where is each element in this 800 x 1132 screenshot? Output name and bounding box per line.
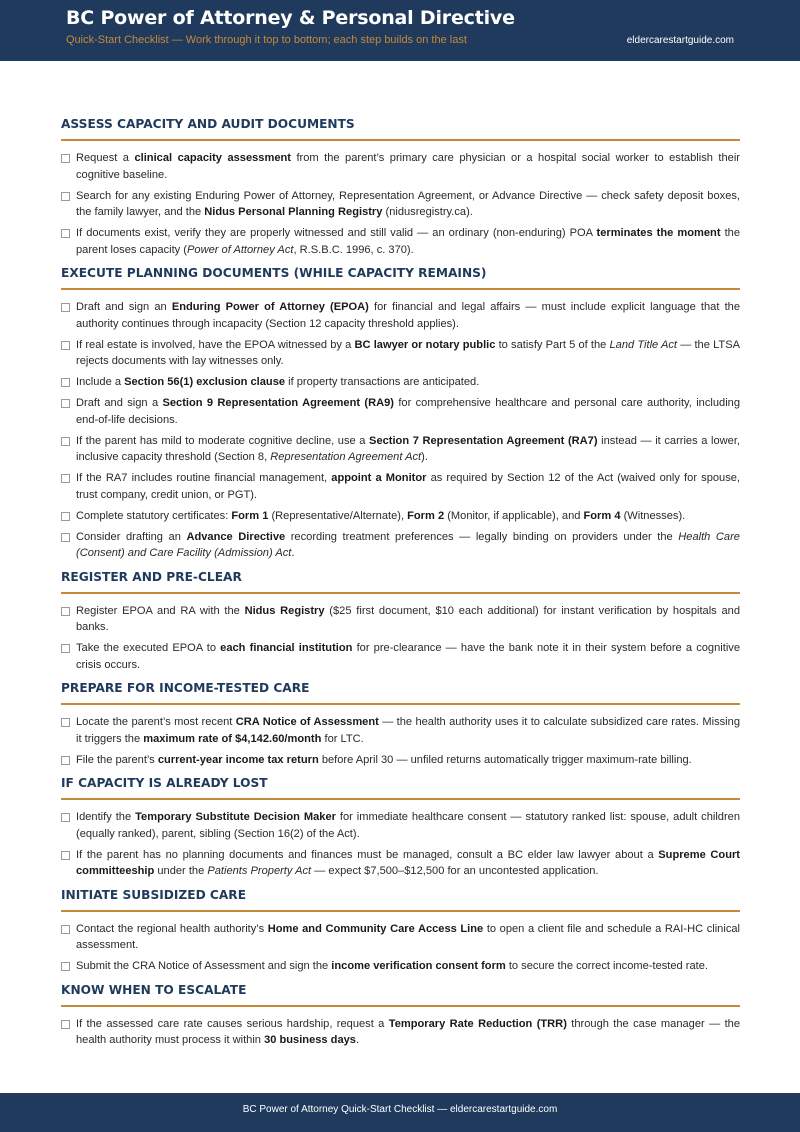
site-name: eldercarestartguide.com [626,35,734,46]
bold-text: Section 56(1) exclusion clause [124,376,286,388]
page-header [0,0,800,61]
checklist-section [61,776,740,880]
checklist-content [61,117,740,1057]
checklist-item [61,225,740,258]
checklist-item [61,188,740,221]
checklist-item [61,809,740,842]
item-text: under the [154,865,208,877]
checkbox[interactable] [61,925,70,934]
item-text: . [355,1034,360,1046]
section-title: REGISTER AND PRE-CLEAR [61,570,740,594]
item-text: Register EPOA and RA with the [76,604,245,617]
item-text: Complete statutory certificates: [76,509,232,522]
item-text: If real estate is involved, have the EPOA witnessed by a [76,338,355,351]
checkbox[interactable] [61,512,70,521]
italic-text: Power of Attorney Act [187,243,294,256]
section-title: PREPARE FOR INCOME-TESTED CARE [61,681,740,705]
checkbox[interactable] [61,229,70,238]
item-text: (Monitor, if applicable), and [444,509,584,522]
item-text: Draft and sign a [76,397,163,409]
item-text: — expect $7,500–$12,500 for an uncontested application. [311,865,599,877]
item-text: If the RA7 includes routine financial management, [76,472,332,484]
item-text: Draft and sign an [76,301,172,313]
checklist-section [61,888,740,975]
checkbox[interactable] [61,437,70,446]
checkbox[interactable] [61,813,70,822]
item-text: through the case manager — the health authority must process it within [76,1017,740,1046]
checkbox[interactable] [61,962,70,971]
item-text: to secure the correct income-tested rate. [505,960,709,972]
bold-text: Form 2 [407,509,445,522]
bold-text: Nidus Personal Planning Registry [204,206,383,218]
item-text: for immediate healthcare consent — statutory ranked list: spouse, adult children (equally ranked), parent, sibling (Section 16(2) of the Act). [76,811,740,840]
item-text: — the health authority uses it to calculate subsidized care rates. Missing it triggers the [76,716,740,745]
checklist-item [61,958,740,975]
checkbox[interactable] [61,341,70,350]
checklist-item [61,374,740,391]
bold-text: Supreme Court committeeship [76,848,740,877]
checkbox[interactable] [61,718,70,727]
item-text: if property transactions are anticipated. [285,376,480,388]
checkbox[interactable] [61,474,70,483]
bold-text: Section 9 Representation Agreement (RA9) [162,397,394,409]
checklist-item [61,433,740,466]
item-text: instead — it carries a lower, inclusive capacity threshold (Section 8, [76,434,740,463]
checkbox[interactable] [61,303,70,312]
item-text: to open a client file and schedule a RAI-HC clinical assessment. [76,922,740,951]
bold-text: Advance Directive [186,530,286,543]
checklist-item [61,1016,740,1049]
checkbox[interactable] [61,851,70,860]
checklist-item [61,337,740,370]
item-text: the parent loses capacity ( [76,227,740,256]
checklist-item [61,529,740,562]
item-text: . [291,547,295,559]
item-text: for financial and legal affairs — must include explicit language that the authority continues through incapacity (Section 12 capacity threshold applies). [76,301,740,330]
bold-text: terminates the moment [596,227,721,239]
item-text: ). [421,451,428,463]
bold-text: each financial institution [220,642,353,654]
item-text: (Representative/Alternate), [268,509,408,522]
bold-text: income verification consent form [331,960,506,972]
item-text: Identify the [76,811,136,823]
bold-text: CRA Notice of Assessment [235,716,379,728]
bold-text: Form 4 [583,509,621,522]
item-text: to satisfy Part 5 of the [495,338,610,351]
item-text: ($25 first document, $10 each additional) for instant verification by hospitals and banks. [76,604,740,633]
checkbox[interactable] [61,399,70,408]
checklist-item [61,150,740,183]
bold-text: BC lawyer or notary public [354,338,496,351]
section-title: EXECUTE PLANNING DOCUMENTS (WHILE CAPACITY REMAINS) [61,266,740,290]
checklist-item [61,299,740,332]
bold-text: 30 business days [264,1034,356,1046]
checklist-section [61,681,740,768]
item-text: from the parent’s primary care physician or a hospital social worker to establish their cognitive baseline. [76,152,740,181]
item-text: , R.S.B.C. 1996, c. 370). [293,243,414,256]
italic-text: Land Title Act [609,338,678,351]
item-text: — the LTSA rejects documents with lay witnesses only. [76,338,740,367]
checklist-item [61,847,740,880]
item-text: Request a [76,152,135,164]
bold-text: Form 1 [231,509,269,522]
bold-text: Nidus Registry [244,604,325,617]
item-text: recording treatment preferences — legally binding on providers under the [285,530,679,543]
item-text: If documents exist, verify they are properly witnessed and still valid — an ordinary (non-enduring) POA [76,227,597,239]
checklist-item [61,603,740,636]
checklist-item [61,470,740,503]
section-title: INITIATE SUBSIDIZED CARE [61,888,740,912]
item-text: Include a [76,376,125,388]
checkbox[interactable] [61,644,70,653]
checkbox[interactable] [61,756,70,765]
checkbox[interactable] [61,607,70,616]
item-text: for LTC. [321,732,364,745]
checklist-item [61,752,740,769]
page-subtitle: Quick-Start Checklist — Work through it top to bottom; each step builds on the last [66,34,467,46]
checkbox[interactable] [61,1020,70,1029]
italic-text: Patients Property Act [207,865,312,877]
checklist-item [61,640,740,673]
checkbox[interactable] [61,533,70,542]
checklist-item [61,508,740,525]
item-text: before April 30 — unfiled returns automatically trigger maximum-rate billing. [318,753,692,766]
item-text: for comprehensive healthcare and personal care authority, including end-of-life decisions. [76,397,740,426]
item-text: Locate the parent’s most recent [76,716,236,728]
bold-text: Temporary Rate Reduction (TRR) [388,1017,567,1030]
checkbox[interactable] [61,192,70,201]
section-title: KNOW WHEN TO ESCALATE [61,983,740,1007]
page-title: BC Power of Attorney & Personal Directive [66,7,515,29]
item-text: If the assessed care rate causes serious hardship, request a [76,1017,389,1030]
item-text: (Witnesses). [620,509,686,522]
item-text: File the parent’s [76,753,158,766]
bold-text: Home and Community Care Access Line [267,922,484,935]
checklist-section [61,117,740,258]
section-title: IF CAPACITY IS ALREADY LOST [61,776,740,800]
italic-text: Representation Agreement Act [270,451,422,463]
item-text: Take the executed EPOA to [76,642,221,654]
bold-text: appoint a Monitor [331,472,427,484]
checklist-item [61,921,740,954]
item-text: If the parent has no planning documents and finances must be managed, consult a BC elder law lawyer about a [76,848,659,861]
page-footer [0,1093,800,1132]
checklist-section [61,983,740,1049]
checklist-item [61,395,740,428]
checkbox[interactable] [61,154,70,163]
bold-text: current-year income tax return [157,753,319,766]
checkbox[interactable] [61,378,70,387]
item-text: Submit the CRA Notice of Assessment and sign the [76,960,332,972]
item-text: for pre-clearance — have the bank note it in their system before a cognitive crisis occurs. [76,642,740,671]
item-text: Consider drafting an [76,530,187,543]
bold-text: Section 7 Representation Agreement (RA7) [369,434,598,447]
italic-text: Health Care (Consent) and Care Facility (Admission) Act [76,530,740,559]
bold-text: clinical capacity assessment [134,152,291,164]
section-title: ASSESS CAPACITY AND AUDIT DOCUMENTS [61,117,740,141]
item-text: as required by Section 12 of the Act (waived only for spouse, trust company, credit union, or PGT). [76,472,740,501]
bold-text: Temporary Substitute Decision Maker [135,811,336,823]
item-text: (nidusregistry.ca). [382,206,473,218]
bold-text: Enduring Power of Attorney (EPOA) [171,301,369,313]
item-text: If the parent has mild to moderate cognitive decline, use a [76,434,370,447]
footer-text: BC Power of Attorney Quick-Start Checklist — eldercarestartguide.com [242,1104,558,1115]
bold-text: maximum rate of $4,142.60/month [143,732,322,745]
item-text: Contact the regional health authority’s [76,922,268,935]
checklist-section [61,570,740,674]
item-text: Search for any existing Enduring Power of Attorney, Representation Agreement, or Advance Directive — check safety deposit boxes, the family lawyer, and the [76,189,740,218]
checklist-section [61,266,740,562]
checklist-item [61,714,740,747]
